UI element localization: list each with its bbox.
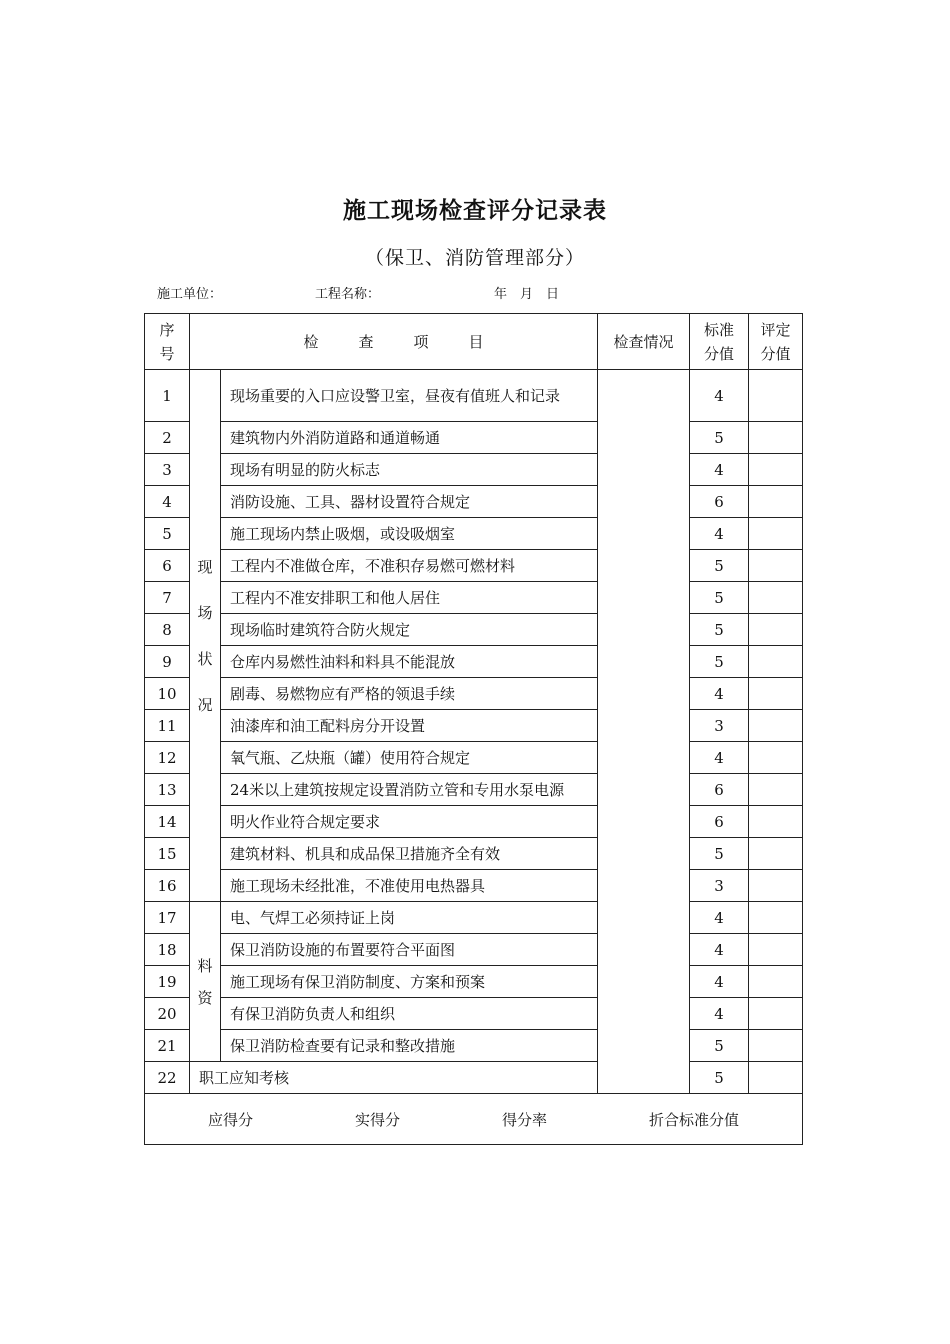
page-title: 施工现场检查评分记录表 bbox=[343, 197, 607, 224]
standard-score: 4 bbox=[690, 678, 749, 710]
evaluated-score-cell bbox=[749, 902, 803, 934]
inspection-item: 剧毒、易燃物应有严格的领退手续 bbox=[221, 678, 598, 710]
evaluated-score-cell bbox=[749, 582, 803, 614]
converted-score-label: 折合标准分值 bbox=[648, 1110, 739, 1129]
standard-score: 5 bbox=[690, 1030, 749, 1062]
table-row bbox=[145, 550, 803, 582]
header-seq: 序号 bbox=[145, 314, 190, 370]
standard-score: 6 bbox=[690, 806, 749, 838]
standard-score: 4 bbox=[690, 966, 749, 998]
standard-score: 5 bbox=[690, 1062, 749, 1094]
standard-score: 5 bbox=[690, 422, 749, 454]
page-subtitle: （保卫、消防管理部分） bbox=[364, 247, 585, 269]
inspection-item: 施工现场未经批准，不准使用电热器具 bbox=[221, 870, 598, 902]
inspection-item: 油漆库和油工配料房分开设置 bbox=[221, 710, 598, 742]
table-row bbox=[145, 370, 803, 422]
inspection-item: 电、气焊工必须持证上岗 bbox=[221, 902, 598, 934]
group-char: 现 bbox=[197, 557, 213, 576]
standard-score: 6 bbox=[690, 774, 749, 806]
evaluated-score-cell bbox=[749, 870, 803, 902]
standard-score: 4 bbox=[690, 454, 749, 486]
table-row bbox=[145, 678, 803, 710]
row-number: 11 bbox=[145, 710, 190, 742]
row-number: 17 bbox=[145, 902, 190, 934]
inspection-item: 现场重要的入口应设警卫室，昼夜有值班人和记录 bbox=[221, 370, 598, 422]
inspection-item: 有保卫消防负责人和组织 bbox=[221, 998, 598, 1030]
table-row bbox=[145, 518, 803, 550]
standard-score: 4 bbox=[690, 518, 749, 550]
evaluated-score-cell bbox=[749, 370, 803, 422]
table-row bbox=[145, 870, 803, 902]
row-number: 3 bbox=[145, 454, 190, 486]
inspection-item: 保卫消防检查要有记录和整改措施 bbox=[221, 1030, 598, 1062]
inspection-item: 氧气瓶、乙炔瓶（罐）使用符合规定 bbox=[221, 742, 598, 774]
evaluated-score-cell bbox=[749, 486, 803, 518]
row-number: 16 bbox=[145, 870, 190, 902]
evaluated-score-cell bbox=[749, 646, 803, 678]
header-standard-score: 标准分值 bbox=[690, 314, 749, 370]
standard-score: 5 bbox=[690, 646, 749, 678]
inspection-item: 工程内不准安排职工和他人居住 bbox=[221, 582, 598, 614]
evaluated-score-cell bbox=[749, 742, 803, 774]
evaluated-score-cell bbox=[749, 454, 803, 486]
standard-score: 3 bbox=[690, 710, 749, 742]
row-number: 10 bbox=[145, 678, 190, 710]
check-status-cell bbox=[598, 370, 690, 1094]
standard-score: 4 bbox=[690, 370, 749, 422]
standard-score: 4 bbox=[690, 902, 749, 934]
group-label-docs bbox=[190, 902, 221, 1062]
standard-score: 5 bbox=[690, 838, 749, 870]
evaluated-score-cell bbox=[749, 678, 803, 710]
standard-score: 4 bbox=[690, 742, 749, 774]
table-row bbox=[145, 646, 803, 678]
standard-score: 6 bbox=[690, 486, 749, 518]
header-item-char: 检 bbox=[303, 333, 319, 351]
row-number: 6 bbox=[145, 550, 190, 582]
evaluated-score-cell bbox=[749, 422, 803, 454]
inspection-item: 建筑物内外消防道路和通道畅通 bbox=[221, 422, 598, 454]
row-number: 1 bbox=[145, 370, 190, 422]
group-char: 状 bbox=[197, 649, 213, 668]
table-row bbox=[145, 806, 803, 838]
table-header-row bbox=[145, 314, 803, 370]
inspection-item: 明火作业符合规定要求 bbox=[221, 806, 598, 838]
row-number: 21 bbox=[145, 1030, 190, 1062]
row-number: 12 bbox=[145, 742, 190, 774]
inspection-item: 工程内不准做仓库，不准积存易燃可燃材料 bbox=[221, 550, 598, 582]
evaluated-score-cell bbox=[749, 550, 803, 582]
table-row bbox=[145, 742, 803, 774]
evaluated-score-cell bbox=[749, 966, 803, 998]
inspection-item: 职工应知考核 bbox=[190, 1062, 598, 1094]
evaluated-score-cell bbox=[749, 518, 803, 550]
group-char: 资 bbox=[197, 988, 213, 1007]
standard-score: 4 bbox=[690, 934, 749, 966]
row-number: 14 bbox=[145, 806, 190, 838]
inspection-item: 现场有明显的防火标志 bbox=[221, 454, 598, 486]
group-char: 况 bbox=[197, 695, 213, 714]
standard-score: 5 bbox=[690, 550, 749, 582]
standard-score: 5 bbox=[690, 582, 749, 614]
inspection-item: 24米以上建筑按规定设置消防立管和专用水泵电源 bbox=[221, 774, 598, 806]
table-row bbox=[145, 934, 803, 966]
standard-score: 3 bbox=[690, 870, 749, 902]
should-score-label: 应得分 bbox=[207, 1110, 253, 1129]
evaluated-score-cell bbox=[749, 838, 803, 870]
header-check-status: 检查情况 bbox=[598, 314, 690, 370]
group-label-site bbox=[190, 370, 221, 902]
header-item-char: 查 bbox=[358, 333, 374, 351]
row-number: 18 bbox=[145, 934, 190, 966]
table-row bbox=[145, 838, 803, 870]
row-number: 20 bbox=[145, 998, 190, 1030]
table-row bbox=[145, 614, 803, 646]
header-evaluated-score: 评定分值 bbox=[749, 314, 803, 370]
table-row bbox=[145, 1030, 803, 1062]
table-row bbox=[145, 710, 803, 742]
row-number: 9 bbox=[145, 646, 190, 678]
actual-score-label: 实得分 bbox=[354, 1110, 400, 1129]
evaluated-score-cell bbox=[749, 806, 803, 838]
group-char: 场 bbox=[197, 603, 213, 622]
header-item-char: 项 bbox=[413, 333, 429, 351]
table-row bbox=[145, 582, 803, 614]
row-number: 22 bbox=[145, 1062, 190, 1094]
score-rate-label: 得分率 bbox=[501, 1110, 547, 1129]
table-row bbox=[145, 422, 803, 454]
evaluated-score-cell bbox=[749, 774, 803, 806]
inspection-item: 仓库内易燃性油料和料具不能混放 bbox=[221, 646, 598, 678]
row-number: 7 bbox=[145, 582, 190, 614]
inspection-score-table bbox=[144, 313, 803, 1145]
table-row bbox=[145, 774, 803, 806]
evaluated-score-cell bbox=[749, 1030, 803, 1062]
table-row bbox=[145, 998, 803, 1030]
summary-row bbox=[145, 1094, 803, 1145]
table-row bbox=[145, 902, 803, 934]
evaluated-score-cell bbox=[749, 934, 803, 966]
inspection-item: 建筑材料、机具和成品保卫措施齐全有效 bbox=[221, 838, 598, 870]
table-row bbox=[145, 486, 803, 518]
table-row bbox=[145, 966, 803, 998]
inspection-item: 消防设施、工具、器材设置符合规定 bbox=[221, 486, 598, 518]
evaluated-score-cell bbox=[749, 1062, 803, 1094]
row-number: 8 bbox=[145, 614, 190, 646]
evaluated-score-cell bbox=[749, 998, 803, 1030]
row-number: 19 bbox=[145, 966, 190, 998]
inspection-item: 保卫消防设施的布置要符合平面图 bbox=[221, 934, 598, 966]
row-number: 5 bbox=[145, 518, 190, 550]
evaluated-score-cell bbox=[749, 710, 803, 742]
standard-score: 4 bbox=[690, 998, 749, 1030]
inspection-item: 施工现场内禁止吸烟，或设吸烟室 bbox=[221, 518, 598, 550]
group-char: 料 bbox=[197, 956, 213, 975]
evaluated-score-cell bbox=[749, 614, 803, 646]
row-number: 13 bbox=[145, 774, 190, 806]
row-number: 2 bbox=[145, 422, 190, 454]
table-row bbox=[145, 454, 803, 486]
header-item-char: 目 bbox=[468, 333, 484, 351]
project-name-label: 工程名称： bbox=[315, 287, 381, 302]
table-row bbox=[145, 1062, 803, 1094]
standard-score: 5 bbox=[690, 614, 749, 646]
construction-unit-label: 施工单位： bbox=[157, 287, 223, 302]
header-inspection-item bbox=[190, 314, 598, 370]
inspection-item: 现场临时建筑符合防火规定 bbox=[221, 614, 598, 646]
row-number: 4 bbox=[145, 486, 190, 518]
inspection-item: 施工现场有保卫消防制度、方案和预案 bbox=[221, 966, 598, 998]
row-number: 15 bbox=[145, 838, 190, 870]
date-label: 年 月 日 bbox=[494, 287, 560, 302]
